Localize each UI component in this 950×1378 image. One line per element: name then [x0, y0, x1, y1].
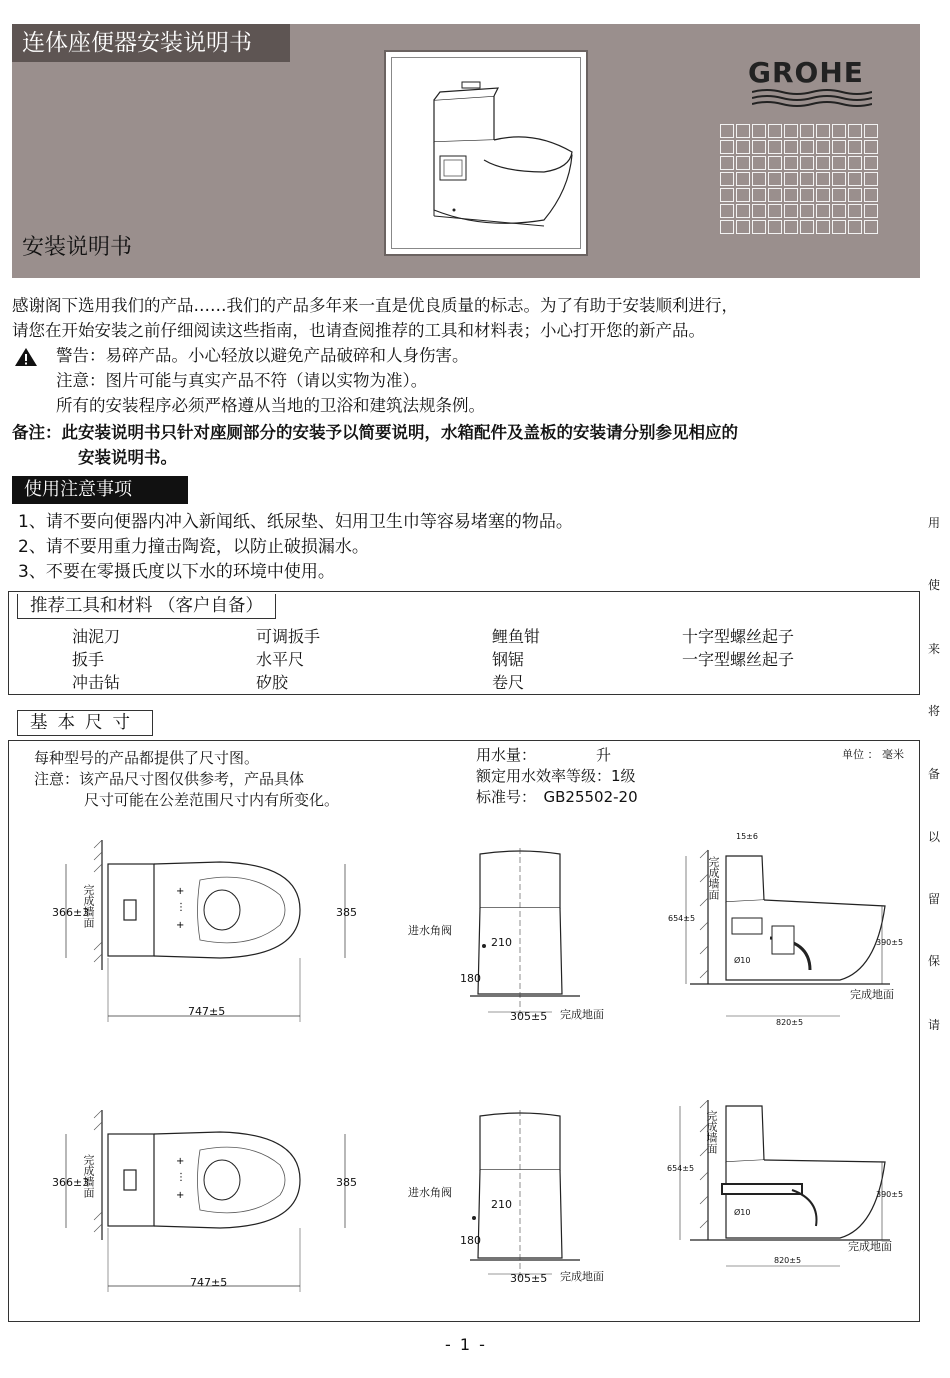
svg-text:+: + [176, 886, 185, 897]
front-view-drawing-2 [460, 1110, 590, 1285]
tool-item: 扳手 [72, 650, 105, 669]
dim-10: Ø10 [734, 956, 751, 965]
dim-654: 654±5 [668, 914, 696, 923]
dim-305: 305±5 [510, 1272, 548, 1285]
tool-item: 十字型螺丝起子 [682, 627, 795, 646]
dim-note-1: 每种型号的产品都提供了尺寸图。 [34, 749, 260, 767]
valve-label: 进水角阀 [408, 1186, 452, 1199]
dim-note-3: 尺寸可能在公差范围尺寸内有所变化。 [84, 791, 340, 809]
dim-390: 390±5 [876, 938, 904, 947]
remark-line-1: 备注：此安装说明书只针对座厕部分的安装予以简要说明，水箱配件及盖板的安装请分别参见相应的 [12, 423, 738, 442]
side-char: 用 [928, 516, 941, 530]
dim-180: 180 [460, 972, 481, 985]
floor-label: 完成地面 [560, 1270, 604, 1283]
floor-label: 完成地面 [850, 988, 894, 1001]
dim-820: 820±5 [776, 1018, 804, 1027]
tool-item: 鲤鱼钳 [492, 627, 541, 646]
side-char: 请 [928, 1018, 941, 1032]
svg-text:⋮: ⋮ [176, 902, 186, 913]
regulation-text: 所有的安装程序必须严格遵从当地的卫浴和建筑法规条例。 [56, 396, 485, 415]
wall-label: 完成墙面 [82, 1154, 95, 1198]
tool-item: 卷尺 [492, 673, 525, 692]
usage-item: 1、请不要向便器内冲入新闻纸、纸尿垫、妇用卫生巾等容易堵塞的物品。 [18, 512, 573, 532]
tool-item: 矽胶 [256, 673, 289, 692]
valve-label: 进水角阀 [408, 924, 452, 937]
tools-section-title: 推荐工具和材料 （客户自备） [17, 594, 276, 619]
dim-747: 747±5 [188, 1005, 226, 1018]
wall-label: 完成墙面 [707, 856, 720, 900]
document-subtitle: 安装说明书 [22, 235, 133, 260]
water-usage-unit: 升 [596, 746, 612, 764]
dim-366: 366±3 [52, 906, 90, 919]
warning-text: 警告：易碎产品。小心轻放以避免产品破碎和人身伤害。 [56, 346, 469, 365]
efficiency-grade: 额定用水效率等级：1级 [476, 767, 636, 785]
dim-15: 15±6 [736, 832, 758, 841]
dim-820: 820±5 [774, 1256, 802, 1265]
svg-text:⋮: ⋮ [176, 1172, 186, 1183]
floor-label: 完成地面 [560, 1008, 604, 1021]
dimensions-section-title: 基本尺寸 [17, 710, 153, 736]
dim-305: 305±5 [510, 1010, 548, 1023]
dim-note-2: 注意：该产品尺寸图仅供参考，产品具体 [34, 770, 305, 788]
top-view-drawing-1 [50, 840, 360, 1030]
standard-number: 标准号： GB25502-20 [476, 788, 638, 806]
side-char: 以 [928, 830, 941, 844]
dim-390: 390±5 [876, 1190, 904, 1199]
usage-item: 2、请不要用重力撞击陶瓷，以防止破损漏水。 [18, 537, 369, 557]
wave-logo-icon [752, 88, 872, 108]
side-char: 将 [928, 704, 941, 718]
dim-366: 366±3 [52, 1176, 90, 1189]
dim-747: 747±5 [190, 1276, 228, 1289]
intro-line-2: 请您在开始安装之前仔细阅读这些指南，也请查阅推荐的工具和材料表；小心打开您的新产品。 [12, 321, 705, 340]
side-char: 留 [928, 892, 941, 906]
svg-text:+: + [176, 920, 185, 931]
svg-text:+: + [176, 1156, 185, 1167]
document-title: 连体座便器安装说明书 [12, 24, 290, 62]
dim-180: 180 [460, 1234, 481, 1247]
intro-line-1: 感谢阁下选用我们的产品……我们的产品多年来一直是优良质量的标志。为了有助于安装顺利进行， [12, 296, 738, 315]
svg-text:+: + [176, 1190, 185, 1201]
remark-line-2: 安装说明书。 [78, 448, 177, 467]
page-number: - 1 - [445, 1335, 487, 1354]
side-char: 使 [928, 578, 941, 592]
tool-item: 一字型螺丝起子 [682, 650, 795, 669]
tool-item: 油泥刀 [72, 627, 121, 646]
water-usage-label: 用水量： [476, 746, 537, 764]
wall-label: 完成墙面 [82, 884, 95, 928]
unit-label: 单位 ： 毫米 [842, 748, 904, 761]
toilet-illustration [394, 60, 580, 246]
front-view-drawing-1 [460, 848, 590, 1023]
floor-label: 完成地面 [848, 1240, 892, 1253]
side-char: 来 [928, 642, 941, 656]
dim-385: 385 [336, 906, 357, 919]
dim-385: 385 [336, 1176, 357, 1189]
tool-item: 冲击钻 [72, 673, 121, 692]
tool-item: 水平尺 [256, 650, 305, 669]
top-view-drawing-2 [50, 1110, 360, 1300]
usage-section-title: 使用注意事项 [12, 476, 188, 504]
side-char: 保 [928, 954, 941, 968]
dim-10: Ø10 [734, 1208, 751, 1217]
tool-item: 可调扳手 [256, 627, 321, 646]
dim-654: 654±5 [667, 1164, 695, 1173]
usage-item: 3、不要在零摄氏度以下水的环境中使用。 [18, 562, 335, 582]
wall-label: 完成墙面 [705, 1110, 718, 1154]
dim-210: 210 [491, 936, 512, 949]
warning-icon [14, 347, 38, 367]
note-text: 注意：图片可能与真实产品不符（请以实物为准）。 [56, 371, 428, 390]
language-grid [720, 124, 878, 234]
product-photo [384, 50, 588, 256]
dim-210: 210 [491, 1198, 512, 1211]
side-char: 备 [928, 767, 941, 781]
brand-logo: GROHE [748, 56, 864, 89]
tool-item: 钢锯 [492, 650, 525, 669]
